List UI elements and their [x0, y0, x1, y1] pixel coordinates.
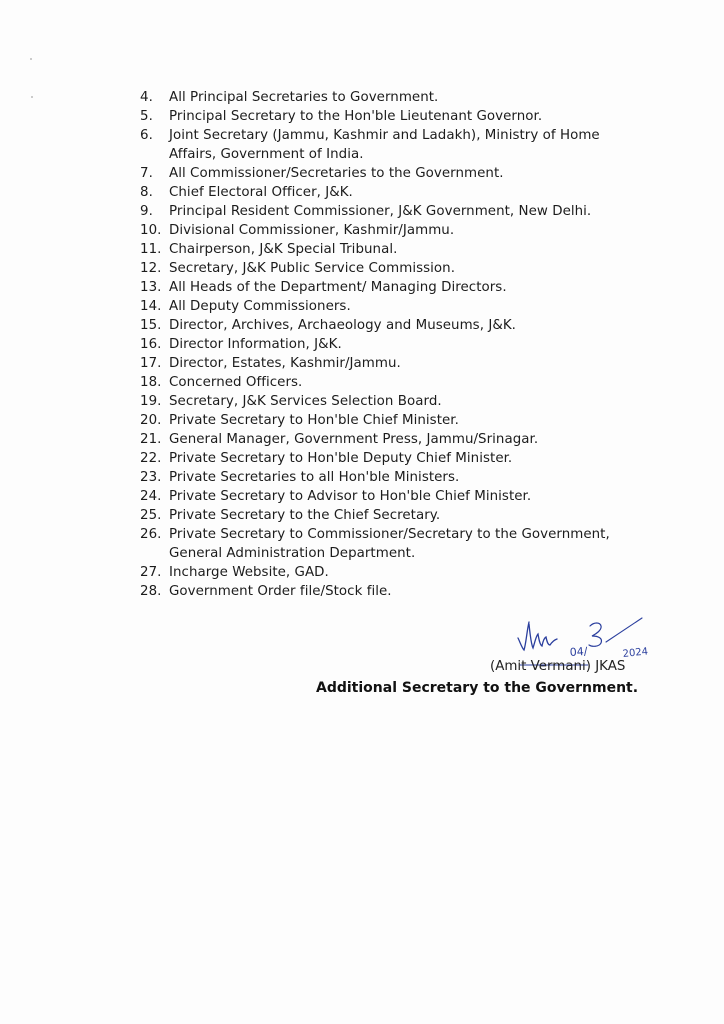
- list-item-text: Secretary, J&K Public Service Commission.: [169, 261, 456, 276]
- list-item-text: Director, Estates, Kashmir/Jammu.: [169, 356, 401, 371]
- list-item-number: 17.: [140, 356, 162, 371]
- list-item: [140, 411, 660, 430]
- list-item-text: Divisional Commissioner, Kashmir/Jammu.: [169, 223, 455, 238]
- list-item: [140, 468, 660, 487]
- list-item-text: Private Secretary to Commissioner/Secretary to the Government,: [169, 527, 610, 542]
- list-item: [140, 316, 660, 335]
- scan-speck: [30, 58, 32, 60]
- list-item: [140, 430, 660, 449]
- list-item: [140, 88, 660, 107]
- list-item-number: 6.: [140, 128, 153, 143]
- list-item-number: 22.: [140, 451, 162, 466]
- list-item-number: 10.: [140, 223, 162, 238]
- list-item: [140, 126, 660, 164]
- list-item-text: All Heads of the Department/ Managing Directors.: [169, 280, 507, 295]
- list-item-number: 13.: [140, 280, 162, 295]
- list-item-number: 8.: [140, 185, 153, 200]
- list-item: [140, 449, 660, 468]
- list-item: [140, 259, 660, 278]
- list-item-text: General Manager, Government Press, Jammu/Srinagar.: [169, 432, 539, 447]
- list-item-text: Chief Electoral Officer, J&K.: [169, 185, 353, 200]
- list-item: [140, 582, 660, 601]
- list-item-number: 12.: [140, 261, 162, 276]
- list-item-number: 7.: [140, 166, 153, 181]
- list-item: [140, 373, 660, 392]
- list-item: [140, 506, 660, 525]
- list-item-number: 4.: [140, 90, 153, 105]
- list-item-text: Private Secretary to Advisor to Hon'ble Chief Minister.: [169, 489, 532, 504]
- list-item: [140, 563, 660, 582]
- list-item-number: 19.: [140, 394, 162, 409]
- list-item-number: 16.: [140, 337, 162, 352]
- list-item-number: 5.: [140, 109, 153, 124]
- list-item-text: Joint Secretary (Jammu, Kashmir and Ladakh), Ministry of Home: [169, 128, 600, 143]
- list-item-text: All Deputy Commissioners.: [169, 299, 351, 314]
- list-item: [140, 297, 660, 316]
- list-item: [140, 487, 660, 506]
- signatory-designation: Additional Secretary to the Government.: [316, 680, 639, 696]
- svg-text:2024: 2024: [622, 646, 649, 660]
- list-item: [140, 164, 660, 183]
- list-item-text: Director, Archives, Archaeology and Museums, J&K.: [169, 318, 516, 333]
- list-item-number: 26.: [140, 527, 162, 542]
- list-item-text: All Principal Secretaries to Government.: [169, 90, 439, 105]
- list-item-number: 15.: [140, 318, 162, 333]
- list-item: [140, 354, 660, 373]
- list-item-number: 20.: [140, 413, 162, 428]
- list-item-number: 28.: [140, 584, 162, 599]
- list-item-text: Private Secretaries to all Hon'ble Ministers.: [169, 470, 460, 485]
- list-item-text: Chairperson, J&K Special Tribunal.: [169, 242, 398, 257]
- list-item-number: 23.: [140, 470, 162, 485]
- list-item-text: Private Secretary to Hon'ble Deputy Chief Minister.: [169, 451, 513, 466]
- list-item-number: 14.: [140, 299, 162, 314]
- list-item-number: 24.: [140, 489, 162, 504]
- scan-speck: [31, 96, 33, 98]
- list-item-text: Government Order file/Stock file.: [169, 584, 392, 599]
- list-item-text: Private Secretary to the Chief Secretary.: [169, 508, 441, 523]
- list-item-text: Private Secretary to Hon'ble Chief Minister.: [169, 413, 459, 428]
- list-item-number: 25.: [140, 508, 162, 523]
- list-item-text: Concerned Officers.: [169, 375, 303, 390]
- svg-text:04/: 04/: [569, 644, 588, 659]
- list-item-text: Incharge Website, GAD.: [169, 565, 329, 580]
- list-item-text: All Commissioner/Secretaries to the Government.: [169, 166, 504, 181]
- list-item-text: Director Information, J&K.: [169, 337, 342, 352]
- list-item-text: Principal Resident Commissioner, J&K Government, New Delhi.: [169, 204, 592, 219]
- list-item-number: 27.: [140, 565, 162, 580]
- list-item-text: General Administration Department.: [169, 546, 416, 561]
- list-item: [140, 202, 660, 221]
- list-item-text: Affairs, Government of India.: [169, 147, 364, 162]
- list-item: [140, 240, 660, 259]
- list-item: [140, 221, 660, 240]
- list-item-number: 21.: [140, 432, 162, 447]
- list-item-text: Secretary, J&K Services Selection Board.: [169, 394, 442, 409]
- list-item-number: 11.: [140, 242, 162, 257]
- list-item-text: Principal Secretary to the Hon'ble Lieutenant Governor.: [169, 109, 543, 124]
- signatory-name: (Amit Vermani) JKAS: [490, 659, 626, 674]
- list-item-number: 18.: [140, 375, 162, 390]
- distribution-list: [140, 88, 660, 601]
- list-item: [140, 392, 660, 411]
- list-item: [140, 335, 660, 354]
- list-item-number: 9.: [140, 204, 153, 219]
- list-item: [140, 183, 660, 202]
- list-item: [140, 107, 660, 126]
- list-item: [140, 525, 660, 563]
- list-item: [140, 278, 660, 297]
